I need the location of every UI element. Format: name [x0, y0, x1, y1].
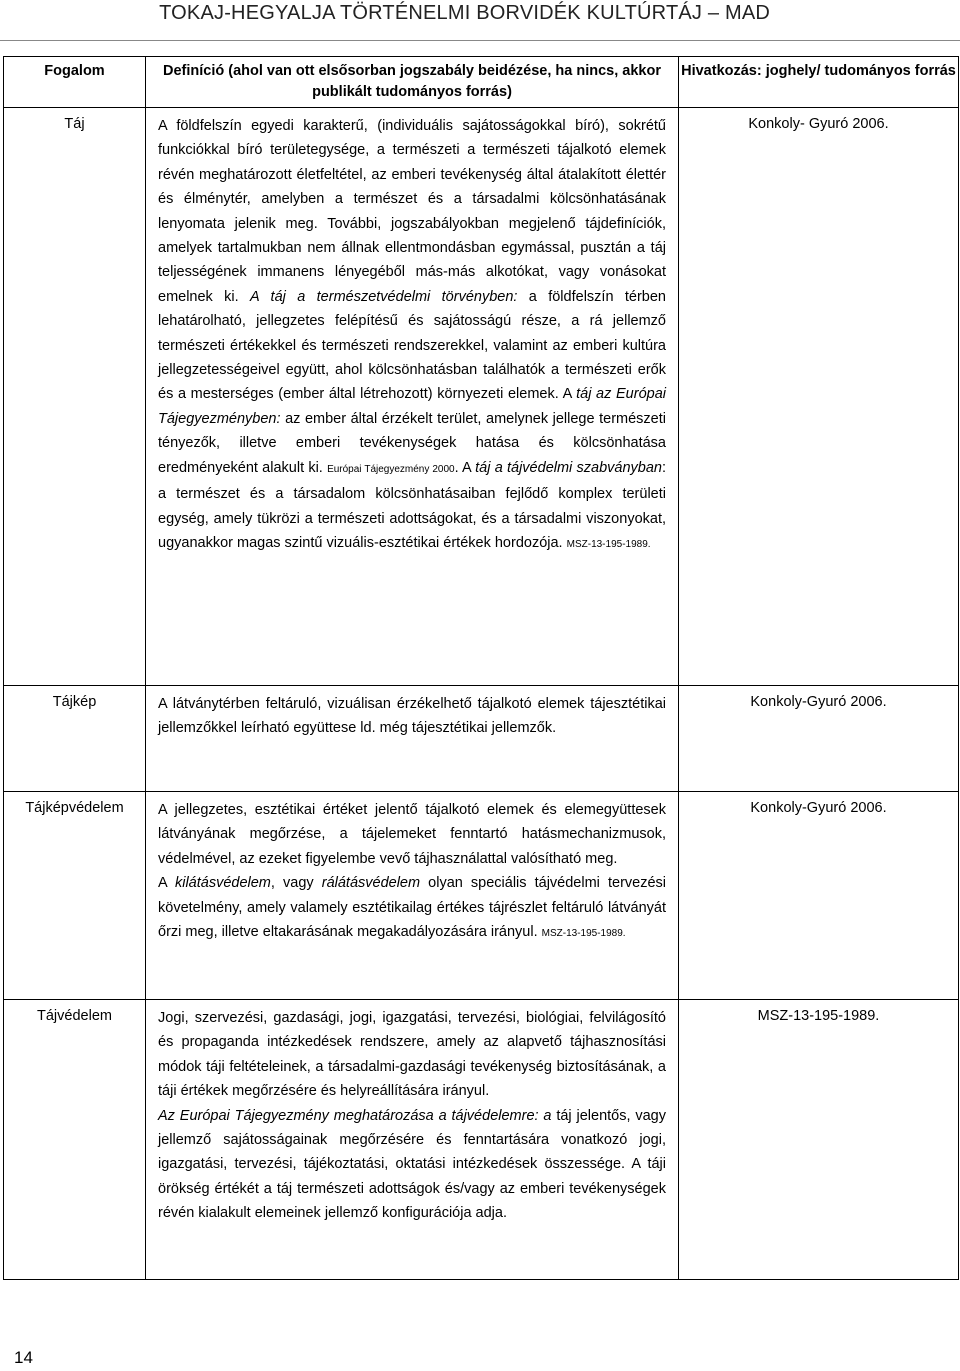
source-citation: MSZ-13-195-1989.	[541, 928, 626, 940]
definition-cell	[146, 108, 679, 686]
page-header	[0, 2, 960, 25]
table-row	[4, 792, 959, 1000]
header-divider	[0, 40, 960, 41]
term-cell: Táj	[4, 108, 146, 686]
table-header-row	[4, 57, 959, 108]
definition-cell	[146, 686, 679, 792]
table-row	[4, 1000, 959, 1280]
source-citation: MSZ-13-195-1989.	[566, 538, 651, 550]
term-cell: Tájvédelem	[4, 1000, 146, 1280]
term-cell: Tájkép	[4, 686, 146, 792]
header-reference: Hivatkozás: joghely/ tudományos forrás	[679, 57, 959, 108]
definition-text: A kilátásvédelem, vagy rálátásvédelem olyan speciális tájvédelmi tervezési követelmény, amely valamely esztétikailag értékes tájrészlet feltáruló látványát őrzi meg, illetve eltakarásának megakadályozására irányul. MSZ-13-195-1989.	[158, 875, 666, 941]
definition-cell	[146, 792, 679, 1000]
document-title: TOKAJ-HEGYALJA TÖRTÉNELMI BORVIDÉK KULTÚRTÁJ – MAD	[159, 2, 770, 24]
reference-cell: MSZ-13-195-1989.	[679, 1000, 959, 1280]
definition-text: A jellegzetes, esztétikai értéket jelentő tájalkotó elemek és elemegyüttesek látványának megőrzése, a tájelemeket fenntartó hatásmechanizmusok, védelmével, az ezeket figyelembe vevő tájhasználattal valósítható meg.	[158, 802, 666, 867]
header-term: Fogalom	[4, 57, 146, 108]
term-cell: Tájképvédelem	[4, 792, 146, 1000]
table-row	[4, 108, 959, 686]
reference-cell: Konkoly-Gyuró 2006.	[679, 686, 959, 792]
definitions-table	[3, 56, 959, 1280]
definition-text: Jogi, szervezési, gazdasági, jogi, igazgatási, tervezési, biológiai, felvilágosító és propaganda intézkedések rendszere, amely az alapvető tájhasznosítási módok táji feltételeinek, a társadalmi-gazdasági tevékenység biztosításának, a táji értékek megőrzésére és helyreállítására irányul.	[158, 1010, 666, 1100]
header-definition: Definíció (ahol van ott elsősorban jogszabály beidézése, ha nincs, akkor publikált tudományos forrás)	[146, 57, 679, 108]
reference-cell: Konkoly- Gyuró 2006.	[679, 108, 959, 686]
definition-text: A földfelszín egyedi karakterű, (individuális sajátosságokkal bíró), sokrétű funkciókkal bíró területegysége, a természeti a természeti tájalkotó elemek révén meghatározott életfeltétel, az emberi tevékenység által átalakított élettér és élménytér, amelyben a természet és a társadalmi kölcsönhatásának lenyomata jelenik meg. További, jogszabályokban megjelenő tájdefiníciók, amelyek tartalmukban nem állnak ellentmondásban egymással, pusztán a táj teljességének immanens lényegéből más-más alkotókat, vagy vonásokat emelnek ki. A táj a természetvédelmi törvényben: a földfelszín térben lehatárolható, jellegzetes felépítésű és sajátosságú része, a rá jellemző természeti értékekkel és természeti rendszerekkel, valamint az emberi kultúra jellegzetességeivel együtt, ahol kölcsönhatásban találhatók a természeti erők és a mesterséges (ember által létrehozott) környezeti elemek. A táj az Európai Tájegyezményben: az ember által érzékelt terület, amelynek jellege természeti tényezők, illetve emberi tevékenységek hatása és kölcsönhatása eredményeként alakult ki. Európai Tájegyezmény 2000. A táj a tájvédelmi szabványban: a természet és a társadalom kölcsönhatásaiban fejlődő komplex területi egység, amely tükrözi a természeti adottságokat, és a társadalmi viszonyokat, ugyanakkor magas szintű vizuális-esztétikai értékek hordozója. MSZ-13-195-1989.	[158, 118, 666, 551]
source-citation: Európai Tájegyezmény 2000	[327, 463, 455, 475]
definition-text: Az Európai Tájegyezmény meghatározása a tájvédelemre: a táj jelentős, vagy jellemző sajátosságainak megőrzésére és fenntartására vonatkozó jogi, igazgatási, tervezési, tájékoztatási, oktatási intézkedések összessége. A táji örökség értékét a táj természeti adottságok és/vagy az emberi tevékenységek révén kialakult elemeinek jellemző konfigurációja adja.	[158, 1107, 666, 1222]
reference-cell: Konkoly-Gyuró 2006.	[679, 792, 959, 1000]
definition-text: A látványtérben feltáruló, vizuálisan érzékelhető tájalkotó elemek tájesztétikai jellemzőkkel leírható együttese ld. még tájesztétikai jellemzők.	[158, 696, 666, 737]
table-row	[4, 686, 959, 792]
definition-cell	[146, 1000, 679, 1280]
page-number: 14	[14, 1348, 33, 1367]
